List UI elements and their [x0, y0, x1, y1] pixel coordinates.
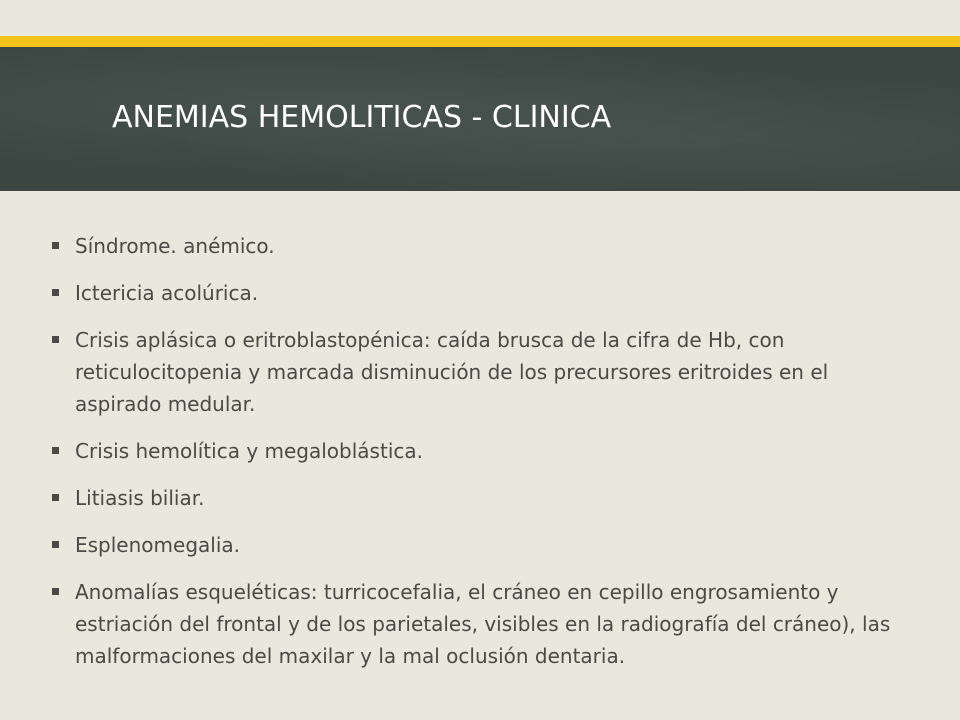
bullet-text: Ictericia acolúrica. [75, 281, 259, 305]
bullet-text: Crisis aplásica o eritroblastopénica: caída brusca de la cifra de Hb, con reticulocitopenia y marcada disminución de los precursores eritroides en el aspirado medular. [75, 328, 829, 416]
bullet-text: Esplenomegalia. [75, 533, 240, 557]
square-bullet-icon [52, 494, 59, 501]
accent-bar [0, 36, 960, 47]
square-bullet-icon [52, 242, 59, 249]
bullet-item [52, 576, 902, 672]
bullet-item [52, 435, 902, 467]
bullet-item [52, 482, 902, 514]
bullet-item [52, 529, 902, 561]
slide-title: ANEMIAS HEMOLITICAS - CLINICA [112, 100, 612, 135]
bullet-item [52, 277, 902, 309]
square-bullet-icon [52, 447, 59, 454]
bullet-text: Anomalías esqueléticas: turricocefalia, el cráneo en cepillo engrosamiento y estriación del frontal y de los parietales, visibles en la radiografía del cráneo), las malformaciones del maxilar y la mal oclusión dentaria. [75, 580, 891, 668]
square-bullet-icon [52, 588, 59, 595]
bullet-list [52, 230, 902, 687]
bullet-text: Síndrome. anémico. [75, 234, 275, 258]
square-bullet-icon [52, 336, 59, 343]
square-bullet-icon [52, 289, 59, 296]
bullet-item [52, 324, 902, 420]
square-bullet-icon [52, 541, 59, 548]
bullet-item [52, 230, 902, 262]
bullet-text: Litiasis biliar. [75, 486, 205, 510]
bullet-text: Crisis hemolítica y megaloblástica. [75, 439, 423, 463]
